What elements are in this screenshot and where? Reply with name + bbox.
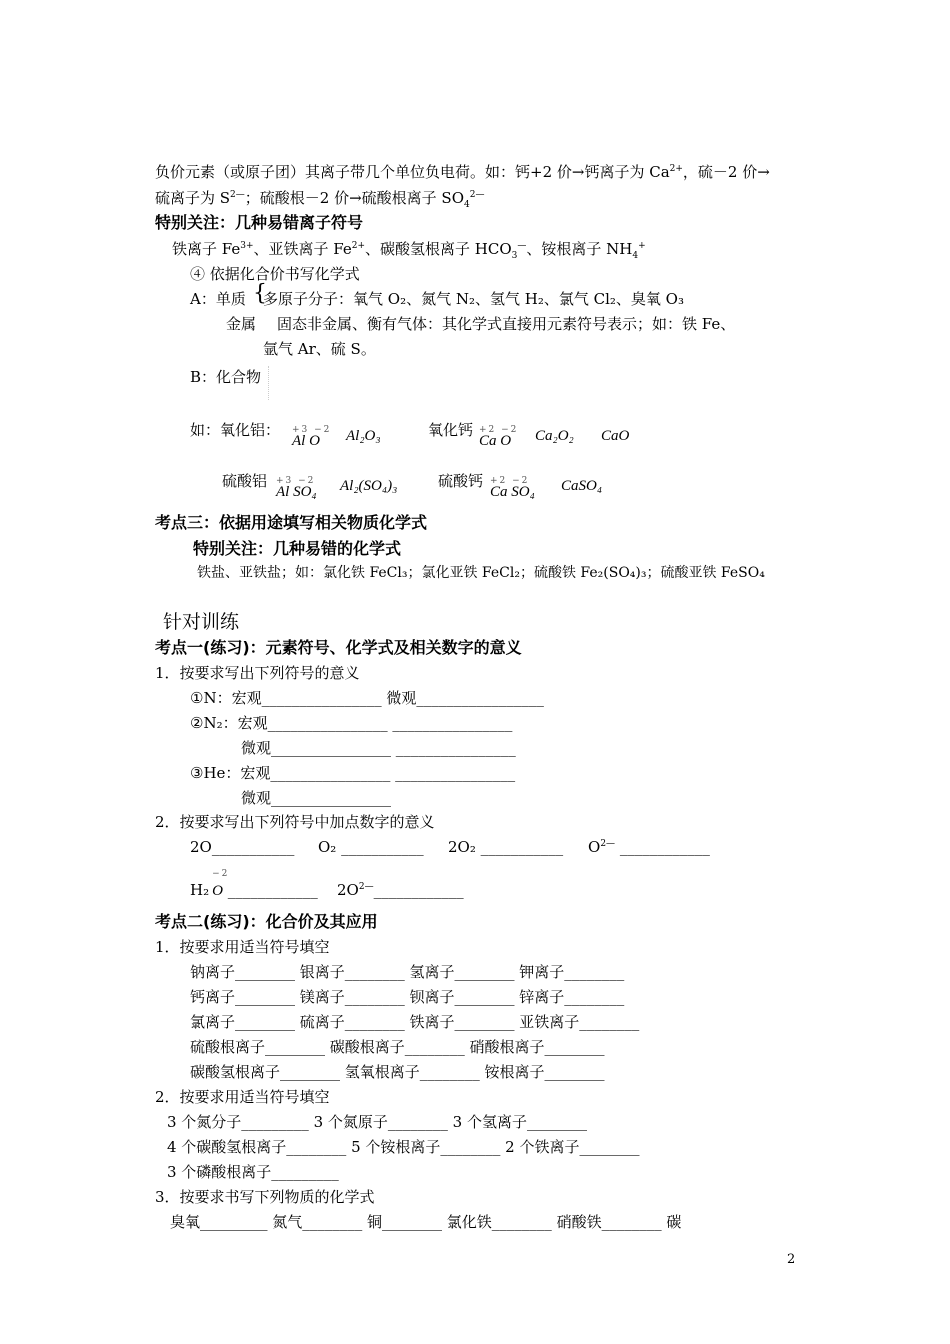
q23-row: 臭氧_________ 氮气________ 铜________ 氯化铁________ 硝酸铁________ 碳	[170, 1213, 682, 1231]
ion-row-4: 硫酸根离子________ 碳酸根离子________ 硝酸根离子________	[190, 1038, 605, 1056]
single-line-3: 氩气 Ar、硫 S。	[263, 340, 376, 358]
q1-n2-micro-row: 微观________________ ________________	[241, 739, 516, 757]
ion-symbols-line: 铁离子 $Fe^{3+}$、亚铁离子 $Fe^{2+}$、碳酸氢根离子 $HCO_3^—$、铵根离子 $NH_4^+$	[172, 240, 646, 261]
compound-faint-mark	[268, 366, 298, 402]
single-rest: 固态非金属、衡有气体：其化学式直接用元素符号表示；如：铁 Fe、	[277, 315, 736, 333]
intro-line-1: 负价元素（或原子团）其离子带几个单位负电荷。如：钙+2 价→钙离子为 $Ca^{2+}$，硫－2 价→	[155, 163, 770, 181]
q1-n2-row: ②N₂：宏观________________ ________________	[190, 714, 513, 732]
q2-prompt: 2．按要求写出下列符号中加点数字的意义	[155, 813, 435, 831]
ca2o2-formula: Ca₂O₂	[535, 428, 574, 444]
cao2-formula: CaO	[601, 428, 630, 444]
also4-formula: +3 −2 Al SO₄	[276, 476, 317, 500]
q2-item-3: 2O₂ ___________	[448, 838, 564, 856]
ion-row-3: 氯离子________ 硫离子________ 铁离子________ 亚铁离子________	[190, 1013, 640, 1031]
caso4-split-formula: +2 −2 Ca SO₄	[490, 476, 535, 500]
kp2-heading: 考点二(练习)：化合价及其应用	[155, 912, 378, 931]
single-poly-line: 多原子分子：氧气 O₂、氮气 N₂、氢气 H₂、氯气 Cl₂、臭氧 O₃	[263, 290, 684, 308]
cao-formula: +2 −2 Ca O	[479, 425, 519, 449]
al2so43-formula: Al₂(SO₄)₃	[340, 478, 398, 494]
ion-row-2: 钙离子________ 镁离子________ 钡离子________ 锌离子________	[190, 988, 625, 1006]
alo-formula: +3 −2 Al O	[292, 425, 332, 449]
salts-line: 铁盐、亚铁盐；如：氯化铁 FeCl₃；氯化亚铁 FeCl₂；硫酸铁 Fe₂(SO₄)₃；硫酸亚铁 FeSO₄	[197, 565, 765, 581]
caso4-formula: CaSO₄	[561, 478, 603, 494]
q1-he-micro-row: 微观________________	[241, 789, 392, 807]
compound-label: B：化合物	[190, 368, 262, 386]
training-heading: 针对训练	[163, 611, 240, 633]
focus-formulas-heading: 特别关注：几种易错的化学式	[193, 539, 402, 558]
kp3-heading: 考点三：依据用途填写相关物质化学式	[155, 513, 428, 532]
single-label: A：单质	[190, 290, 246, 308]
kp1-heading: 考点一(练习)：元素符号、化学式及相关数字的意义	[155, 638, 522, 657]
single-metal: 金属	[226, 315, 257, 333]
count-row-2: 4 个碳酸氢根离子________ 5 个铵根离子________ 2 个铁离子________	[167, 1138, 640, 1156]
al2o3-formula: Al₂O₃	[346, 428, 381, 444]
focus-ions-heading: 特别关注：几种易错离子符号	[155, 213, 364, 232]
q2-item-2: O₂ ___________	[318, 838, 424, 856]
page-number: 2	[787, 1252, 796, 1267]
ex2-name1: 硫酸铝	[222, 472, 268, 490]
cao-name: 氧化钙	[428, 421, 474, 439]
brace-icon: {	[253, 281, 267, 306]
q2-h2o-item: H₂ −2 O ____________	[190, 869, 318, 899]
count-row-3: 3 个磷酸根离子_________	[167, 1163, 339, 1181]
intro-line-2: 硫离子为 $S^{2—}$；硫酸根－2 价→硫酸根离子 $SO_4^{2—}$	[155, 189, 485, 210]
q22-prompt: 2．按要求用适当符号填空	[155, 1088, 330, 1106]
q2-o2-ion-item: $2O^{2—}\_\_\_\_\_\_\_\_\_\_\_\_$	[337, 881, 464, 899]
q21-prompt: 1．按要求用适当符号填空	[155, 938, 330, 956]
count-row-1: 3 个氮分子_________ 3 个氮原子________ 3 个氢离子________	[167, 1113, 587, 1131]
ex2-name2: 硫酸钙	[438, 472, 484, 490]
ex1-prefix: 如：氧化铝：	[190, 421, 281, 439]
ion-row-1: 钠离子________ 银离子________ 氢离子________ 钾离子________	[190, 963, 625, 981]
q2-item-1: 2O___________	[190, 838, 295, 856]
q1-he-row: ③He：宏观________________ ________________	[190, 764, 516, 782]
q1-n-row: ①N：宏观________________ 微观_________________	[190, 689, 544, 707]
ion-row-5: 碳酸氢根离子________ 氢氧根离子________ 铵根离子________	[190, 1063, 605, 1081]
step4-heading: ④ 依据化合价书写化学式	[190, 265, 360, 283]
q23-prompt: 3．按要求书写下列物质的化学式	[155, 1188, 375, 1206]
q2-item-4: $O^{2—}$ ____________	[588, 838, 710, 856]
q1-prompt: 1．按要求写出下列符号的意义	[155, 664, 360, 682]
